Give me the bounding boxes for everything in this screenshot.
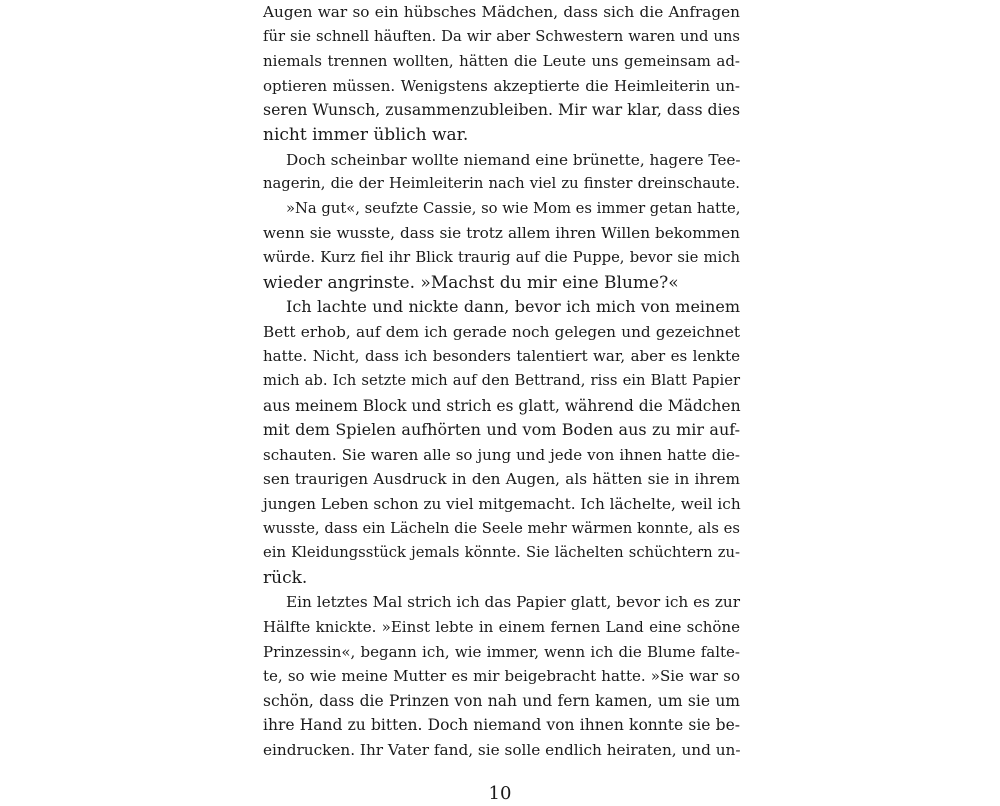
- text-line: mich ab. Ich setzte mich auf den Bettrand, riss ein Blatt Papier: [263, 372, 740, 389]
- text-line: Hälfte knickte. »Einst lebte in einem fernen Land eine schöne: [263, 618, 740, 636]
- text-line: würde. Kurz fiel ihr Blick traurig auf die Puppe, bevor sie mich: [263, 249, 740, 266]
- text-line: wieder angrinste. »Machst du mir eine Blume?«: [263, 272, 679, 293]
- text-line: jungen Leben schon zu viel mitgemacht. Ich lächelte, weil ich: [263, 495, 741, 513]
- text-line: schön, dass die Prinzen von nah und fern kamen, um sie um: [263, 691, 740, 710]
- text-line: rück.: [263, 567, 308, 588]
- text-line: Prinzessin«, begann ich, wie immer, wenn ich die Blume falte-: [263, 642, 740, 661]
- text-line: schauten. Sie waren alle so jung und jede von ihnen hatte die-: [263, 445, 740, 464]
- text-line: hatte. Nicht, dass ich besonders talentiert war, aber es lenkte: [263, 347, 740, 366]
- text-line: optieren müssen. Wenigstens akzeptierte die Heimleiterin un-: [263, 76, 740, 95]
- text-line: ihre Hand zu bitten. Doch niemand von ihnen konnte sie be-: [263, 716, 740, 735]
- text-line: Bett erhob, auf dem ich gerade noch gelegen und gezeichnet: [263, 322, 740, 341]
- text-line: für sie schnell häuften. Da wir aber Schwestern waren und uns: [263, 27, 740, 45]
- text-line: wenn sie wusste, dass sie trotz allem ihren Willen bekommen: [263, 224, 740, 243]
- text-line: niemals trennen wollten, hätten die Leute uns gemeinsam ad-: [263, 52, 740, 71]
- text-line: te, so wie meine Mutter es mir beigebracht hatte. »Sie war so: [263, 667, 740, 686]
- text-line: eindrucken. Ihr Vater fand, sie solle endlich heiraten, und un-: [263, 741, 741, 759]
- text-line: Augen war so ein hübsches Mädchen, dass sich die Anfragen: [263, 3, 740, 21]
- text-line: aus meinem Block und strich es glatt, während die Mädchen: [263, 396, 741, 415]
- paragraph-first-line: »Na gut«, seufzte Cassie, so wie Mom es immer getan hatte,: [286, 199, 741, 217]
- paragraph-first-line: Ein letztes Mal strich ich das Papier glatt, bevor ich es zur: [286, 593, 740, 612]
- text-line: nicht immer üblich war.: [263, 125, 469, 145]
- text-line: wusste, dass ein Lächeln die Seele mehr wärmen konnte, als es: [263, 519, 740, 537]
- paragraph-first-line: Doch scheinbar wollte niemand eine brünette, hagere Tee-: [286, 150, 741, 169]
- page-number: 10: [488, 783, 512, 804]
- text-line: sen traurigen Ausdruck in den Augen, als hätten sie in ihrem: [263, 470, 740, 489]
- text-line: seren Wunsch, zusammenzubleiben. Mir war klar, dass dies: [263, 100, 741, 120]
- text-line: nagerin, die der Heimleiterin nach viel zu finster dreinschaute.: [263, 175, 740, 193]
- paragraph-first-line: Ich lachte und nickte dann, bevor ich mich von meinem: [286, 297, 740, 317]
- text-line: ein Kleidungsstück jemals könnte. Sie lächelten schüchtern zu-: [263, 544, 740, 562]
- text-line: mit dem Spielen aufhörten und vom Boden aus zu mir auf-: [263, 420, 740, 440]
